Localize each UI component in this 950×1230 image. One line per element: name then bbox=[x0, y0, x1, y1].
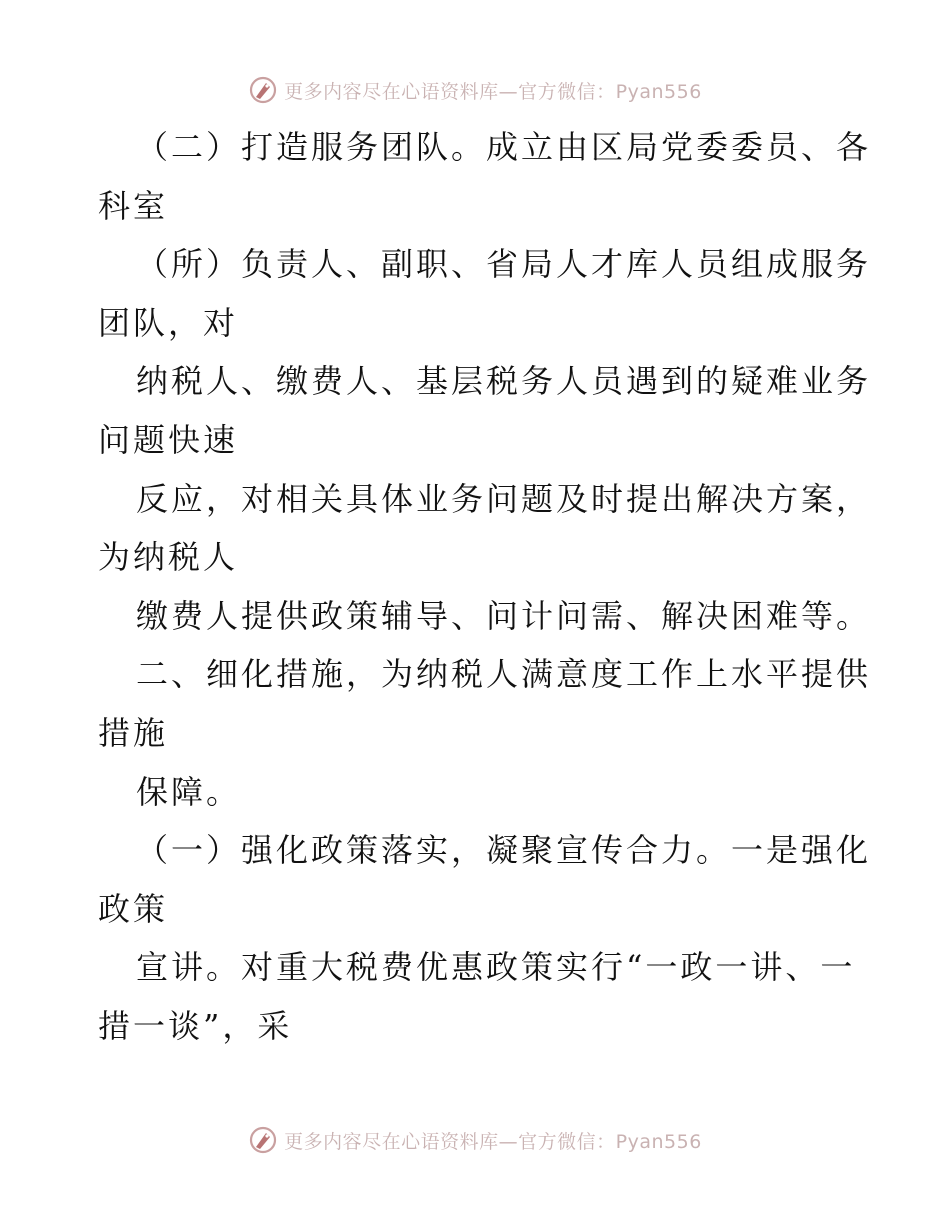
text-line: 政策 bbox=[98, 889, 169, 928]
text-line: 纳税人、缴费人、基层税务人员遇到的疑难业务 bbox=[136, 362, 872, 401]
text-line: 缴费人提供政策辅导、问计问需、解决困难等。 bbox=[136, 596, 872, 635]
text-line: 反应，对相关具体业务问题及时提出解决方案， bbox=[136, 479, 872, 518]
text-line: 科室 bbox=[98, 186, 169, 225]
text-line: 宣讲。对重大税费优惠政策实行“一政一讲、一 bbox=[136, 948, 856, 987]
text-line: 问题快速 bbox=[98, 420, 239, 459]
text-line: 团队，对 bbox=[98, 303, 239, 342]
header-watermark bbox=[0, 70, 950, 110]
text-line: 二、细化措施，为纳税人满意度工作上水平提供 bbox=[136, 655, 872, 694]
text-line: 措施 bbox=[98, 713, 169, 752]
text-line: 保障。 bbox=[136, 772, 242, 811]
text-line: （二）打造服务团队。成立由区局党委委员、各 bbox=[136, 128, 872, 166]
text-line: （一）强化政策落实，凝聚宣传合力。一是强化 bbox=[136, 831, 872, 870]
footer-watermark bbox=[0, 1120, 950, 1160]
text-line: 为纳税人 bbox=[98, 538, 239, 577]
watermark-text: 更多内容尽在心语资料库—官方微信：Pyan556 bbox=[284, 80, 702, 103]
watermark-text: 更多内容尽在心语资料库—官方微信：Pyan556 bbox=[284, 1130, 702, 1153]
text-line: 措一谈”，采 bbox=[98, 1006, 293, 1045]
text-line: （所）负责人、副职、省局人才库人员组成服务 bbox=[136, 245, 872, 284]
document-body bbox=[98, 118, 872, 1056]
pen-nib-logo-icon bbox=[248, 1125, 278, 1155]
pen-nib-logo-icon bbox=[248, 75, 278, 105]
